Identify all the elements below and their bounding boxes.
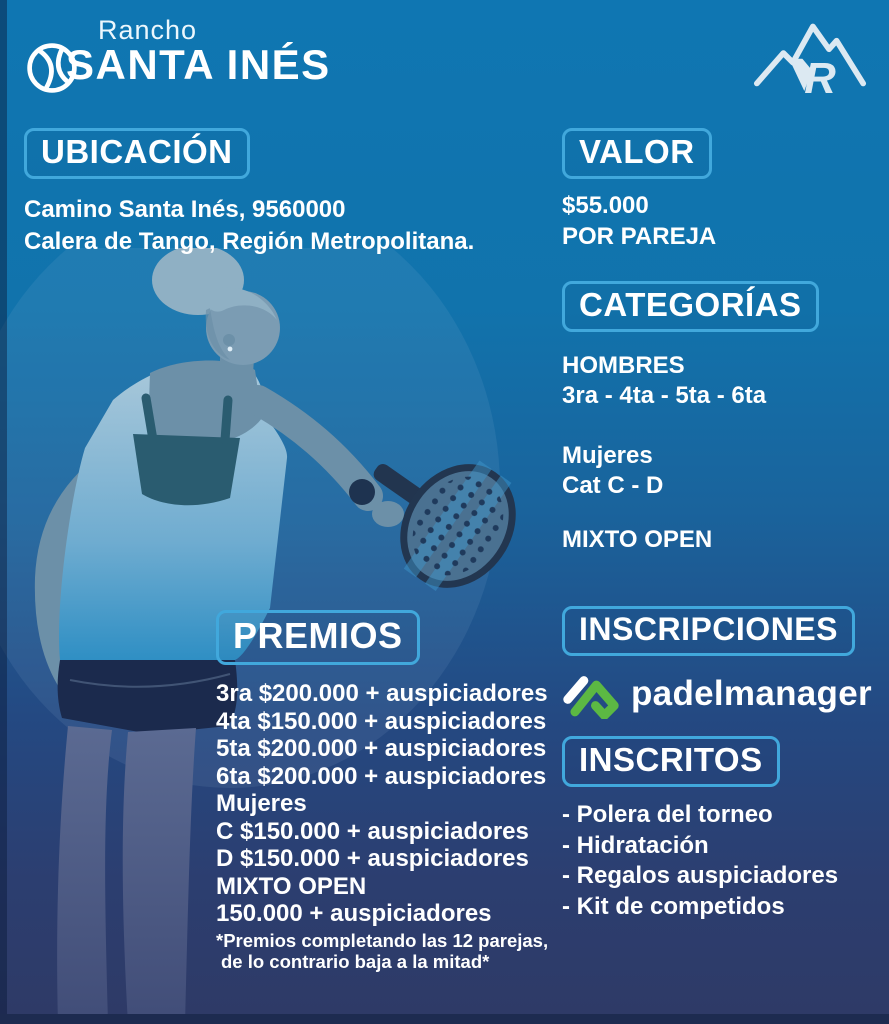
brand-rancho: Rancho xyxy=(98,15,198,45)
inscritos-item: - Regalos auspiciadores xyxy=(562,862,839,889)
player-right-leg xyxy=(123,728,196,1024)
inscripciones-header: INSCRIPCIONES xyxy=(562,606,855,656)
premio-line: 6ta $200.000 + auspiciadores xyxy=(216,762,547,790)
bra-strap-right xyxy=(225,400,228,440)
player-left-leg xyxy=(57,726,112,1024)
premio-line: MIXTO OPEN xyxy=(216,872,367,900)
section-categorias xyxy=(562,281,819,555)
premios-header: PREMIOS xyxy=(216,610,420,665)
address-line-1: Camino Santa Inés, 9560000 xyxy=(24,196,346,223)
premio-line: 3ra $200.000 + auspiciadores xyxy=(216,680,548,707)
premios-list xyxy=(216,680,548,928)
player-wristband xyxy=(349,479,375,505)
photo-bottom-edge xyxy=(0,1014,889,1024)
section-premios xyxy=(216,610,548,972)
player-sports-bra xyxy=(133,434,240,505)
premios-note-line-1: *Premios completando las 12 parejas, xyxy=(216,929,549,951)
categoria-label: HOMBRES xyxy=(562,352,685,379)
vr-mountain-logo xyxy=(753,10,867,98)
premios-note-line-2: de lo contrario baja a la mitad* xyxy=(221,950,490,972)
premio-line: 5ta $200.000 + auspiciadores xyxy=(216,735,547,762)
premio-line: 150.000 + auspiciadores xyxy=(216,900,492,927)
inscritos-header: INSCRITOS xyxy=(562,736,780,787)
valor-price: $55.000 xyxy=(562,192,649,219)
premio-line: 4ta $150.000 + auspiciadores xyxy=(216,707,547,735)
player-earring xyxy=(228,347,233,352)
padelmanager-wordmark: padelmanager xyxy=(631,674,872,713)
brand-name: SANTA INÉS xyxy=(66,41,331,88)
inscritos-item: - Polera del torneo xyxy=(562,801,773,828)
padelmanager-logo xyxy=(562,669,872,719)
categoria-values: 3ra - 4ta - 5ta - 6ta xyxy=(562,382,767,409)
inscritos-list xyxy=(562,800,838,922)
premio-line: C $150.000 + auspiciadores xyxy=(216,817,529,845)
brand-logo xyxy=(24,16,331,86)
padel-ball-icon xyxy=(24,40,80,96)
section-valor xyxy=(562,128,716,252)
ubicacion-header: UBICACIÓN xyxy=(24,128,250,179)
premio-line: Mujeres xyxy=(216,790,307,817)
categoria-values: Cat C - D xyxy=(562,472,664,499)
ubicacion-address xyxy=(24,194,474,258)
categorias-header: CATEGORÍAS xyxy=(562,281,819,332)
photo-left-edge xyxy=(0,0,7,1024)
categoria-mujeres xyxy=(562,441,819,501)
categoria-label: MIXTO OPEN xyxy=(562,526,713,553)
valor-header: VALOR xyxy=(562,128,712,179)
valor-unit: POR PAREJA xyxy=(562,223,717,250)
section-ubicacion xyxy=(24,128,474,258)
categoria-hombres xyxy=(562,351,819,411)
player-right-hand xyxy=(372,501,404,527)
address-line-2: Calera de Tango, Región Metropolitana. xyxy=(24,228,475,255)
section-inscripciones xyxy=(562,606,872,719)
padelmanager-icon xyxy=(562,669,620,719)
categoria-mixto xyxy=(562,525,819,555)
valor-details xyxy=(562,190,716,252)
premio-line: D $150.000 + auspiciadores xyxy=(216,845,529,872)
section-inscritos xyxy=(562,736,838,922)
premios-note xyxy=(216,930,548,972)
inscritos-item: - Kit de competidos xyxy=(562,892,785,920)
categoria-label: Mujeres xyxy=(562,442,653,469)
inscritos-item: - Hidratación xyxy=(562,831,709,859)
player-ear xyxy=(223,334,235,346)
vr-letter-r: R xyxy=(804,53,836,98)
